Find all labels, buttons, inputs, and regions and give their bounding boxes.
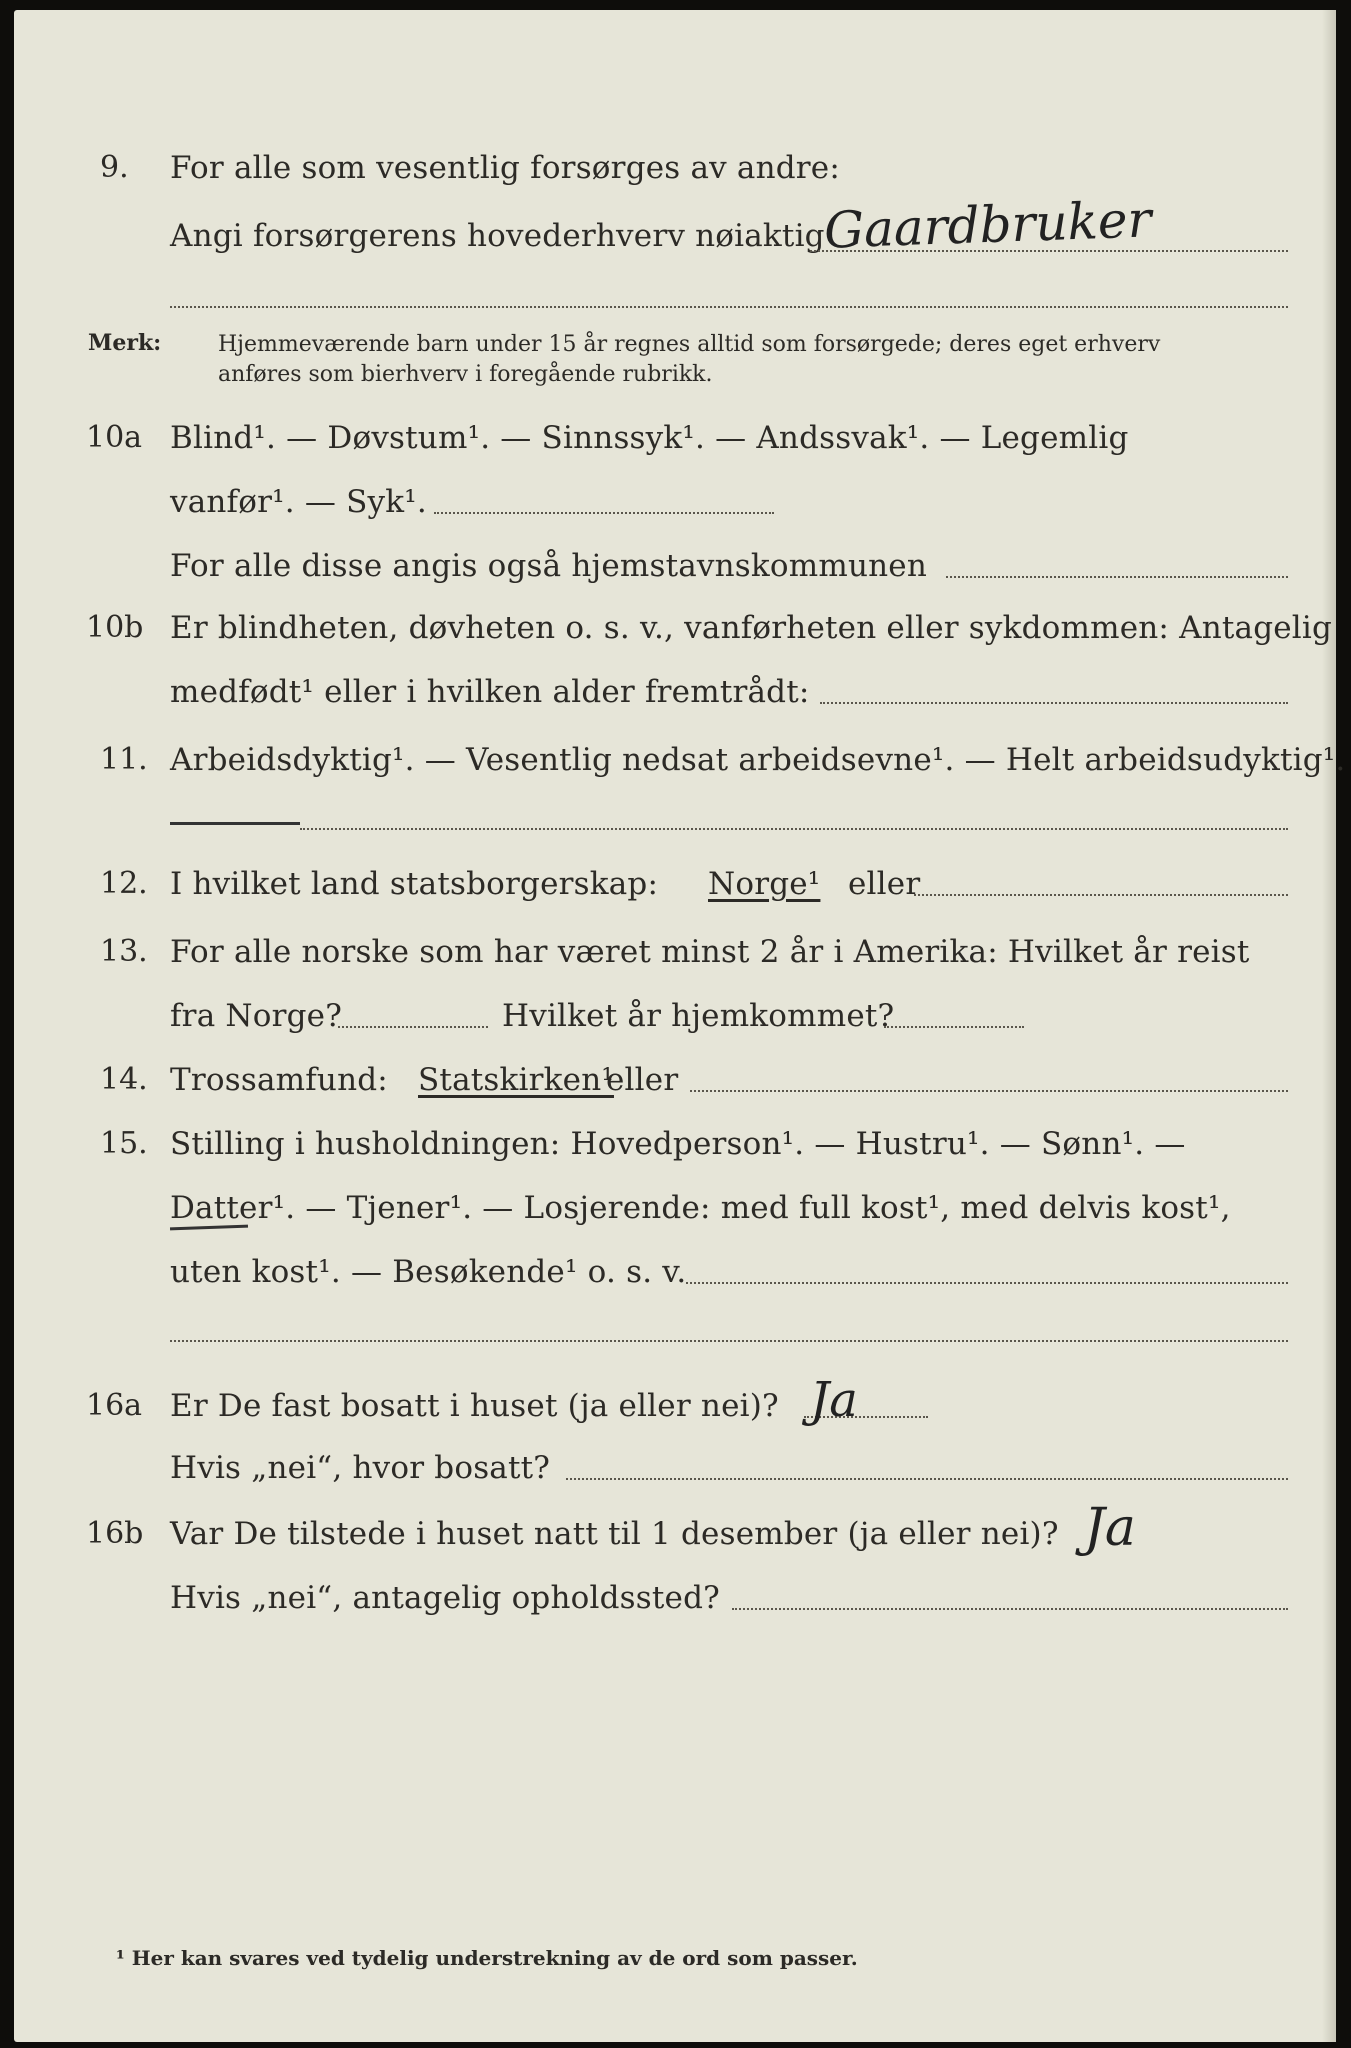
- merk-line1: Hjemmeværende barn under 15 år regnes alltid som forsørgede; deres eget erhverv: [218, 332, 1161, 357]
- q15-line2: Datter¹. — Tjener¹. — Losjerende: med full kost¹, med delvis kost¹,: [170, 1190, 1231, 1226]
- q14-answer-line: [690, 1090, 1288, 1092]
- footnote: ¹ Her kan svares ved tydelig understrekning av de ord som passer.: [116, 1946, 858, 1970]
- q10a-kommune-line: [946, 576, 1288, 578]
- q11-extra-line: [300, 828, 1288, 830]
- q13-hjemkommet-line: [884, 1026, 1024, 1028]
- q9-line2: Angi forsørgerens hovederhverv nøiaktig: [170, 218, 825, 254]
- q11-line1: Arbeidsdyktig¹. — Vesentlig nedsat arbeidsevne¹. — Helt arbeidsudyktig¹.: [170, 742, 1346, 778]
- page-edge: [1322, 10, 1336, 2042]
- q9-number: 9.: [100, 150, 129, 185]
- q10b-number: 10b: [86, 610, 144, 645]
- q10a-line2: vanfør¹. — Syk¹.: [170, 484, 427, 520]
- q9-handwritten-answer: Gaardbruker: [823, 190, 1153, 260]
- q15-number: 15.: [100, 1126, 148, 1161]
- q10b-line1: Er blindheten, døvheten o. s. v., vanførheten eller sykdommen: Antagelig: [170, 610, 1333, 646]
- q12-eller: eller: [848, 866, 921, 902]
- q14-eller: eller: [606, 1062, 679, 1098]
- q16b-line1: Var De tilstede i huset natt til 1 desember (ja eller nei)?: [170, 1516, 1059, 1552]
- q11-handwritten-stroke: [170, 822, 300, 825]
- q15-line1: Stilling i husholdningen: Hovedperson¹. — Hustru¹. — Sønn¹. —: [170, 1126, 1186, 1162]
- q9-extra-line: [170, 306, 1288, 308]
- q12-number: 12.: [100, 866, 148, 901]
- merk-label: Merk:: [88, 330, 162, 356]
- q16a-handwritten-answer: Ja: [810, 1372, 858, 1428]
- q15-extra-line: [170, 1340, 1288, 1342]
- q9-line1: For alle som vesentlig forsørges av andre:: [170, 150, 840, 186]
- q12-answer-line: [914, 894, 1288, 896]
- q16a-number: 16a: [86, 1388, 143, 1423]
- q16b-opholdssted-line: [732, 1608, 1288, 1610]
- q14-statskirken-underlined: Statskirken¹: [418, 1062, 614, 1098]
- q16a-bosatt-line: [566, 1478, 1288, 1480]
- q13-reist-line: [338, 1026, 488, 1028]
- q13-line1: For alle norske som har været minst 2 år i Amerika: Hvilket år reist: [170, 934, 1250, 970]
- merk-line2: anføres som bierhverv i foregående rubrikk.: [218, 362, 713, 387]
- q10b-answer-line: [820, 702, 1288, 704]
- q13-number: 13.: [100, 934, 148, 969]
- q16a-line1: Er De fast bosatt i huset (ja eller nei)?: [170, 1388, 779, 1424]
- q13-line2a: fra Norge?: [170, 998, 343, 1034]
- q10a-line1: Blind¹. — Døvstum¹. — Sinnssyk¹. — Andssvak¹. — Legemlig: [170, 420, 1129, 456]
- q16a-line2: Hvis „nei“, hvor bosatt?: [170, 1450, 551, 1486]
- q15-line3: uten kost¹. — Besøkende¹ o. s. v.: [170, 1254, 687, 1290]
- q10b-line2: medfødt¹ eller i hvilken alder fremtrådt:: [170, 674, 810, 710]
- q11-number: 11.: [100, 742, 148, 777]
- census-form-page: [14, 10, 1346, 2042]
- q12-label: I hvilket land statsborgerskap:: [170, 866, 659, 902]
- q12-norge-underlined: Norge¹: [708, 866, 821, 902]
- q10a-number: 10a: [86, 420, 143, 455]
- q10a-answer-line: [434, 512, 774, 514]
- q10a-line3: For alle disse angis også hjemstavnskommunen: [170, 548, 927, 584]
- q16b-number: 16b: [86, 1516, 144, 1551]
- q16b-handwritten-answer: Ja: [1084, 1498, 1136, 1558]
- q14-label: Trossamfund:: [170, 1062, 388, 1098]
- q13-line2b: Hvilket år hjemkommet?: [502, 998, 895, 1034]
- q16b-line2: Hvis „nei“, antagelig opholdssted?: [170, 1580, 720, 1616]
- q14-number: 14.: [100, 1062, 148, 1097]
- q15-answer-line: [686, 1282, 1288, 1284]
